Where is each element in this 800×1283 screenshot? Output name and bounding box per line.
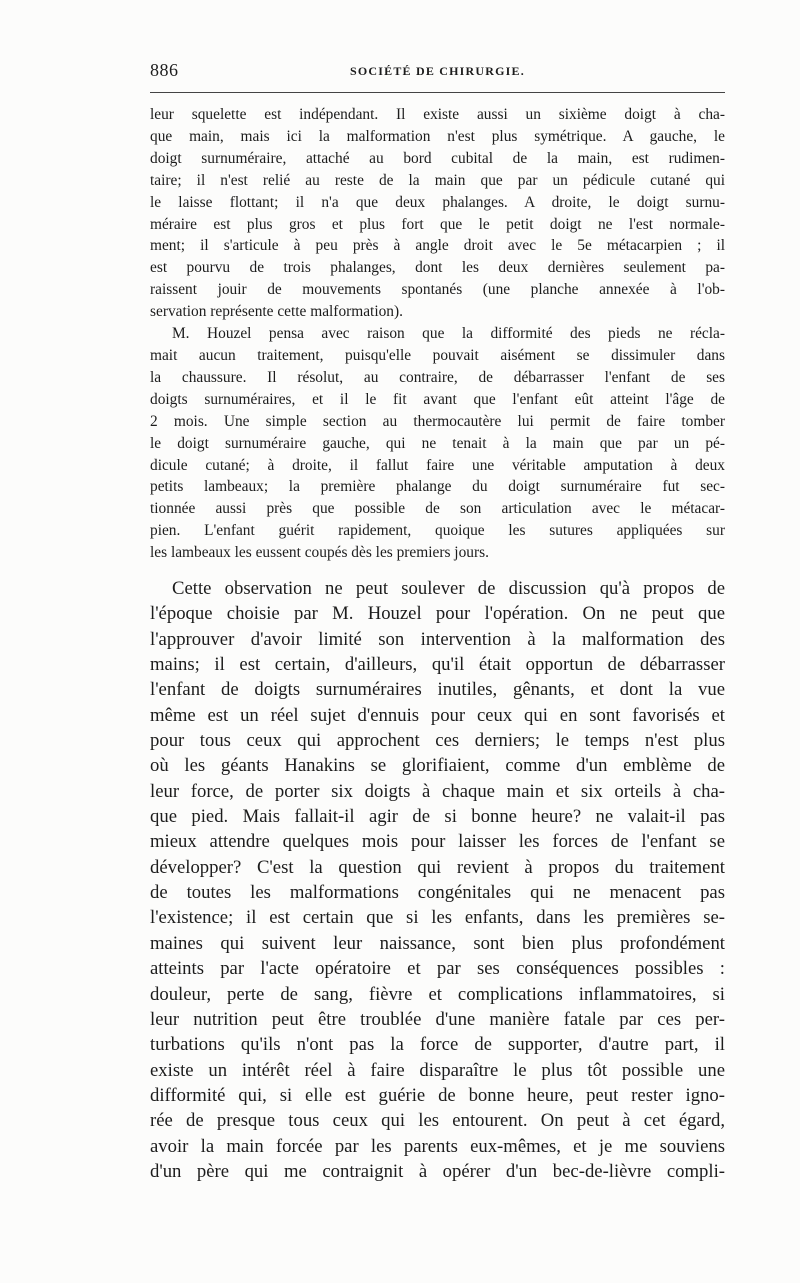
header-rule [150, 92, 725, 93]
page-header [150, 60, 725, 84]
text-line: dicule cutané; à droite, il fallut faire une véritable amputation à deux [150, 456, 725, 474]
text-line: maines qui suivent leur naissance, sont bien plus profondément [150, 932, 725, 954]
text-line: le doigt surnuméraire gauche, qui ne tenait à la main que par un pé- [150, 434, 725, 452]
text-line: turbations qu'ils n'ont pas la force de supporter, d'autre part, il [150, 1034, 725, 1056]
text-line: ment; il s'articule à peu près à angle droit avec le 5e métacarpien ; il [150, 237, 725, 255]
text-line: de toutes les malformations congénitales qui ne menacent pas [150, 882, 725, 904]
text-line: même est un réel sujet d'ennuis pour ceux qui en sont favorisés et [150, 704, 725, 726]
case-report-text [150, 104, 725, 564]
text-line: le laisse flottant; il n'a que deux phalanges. A droite, le doigt surnu- [150, 193, 725, 211]
text-line: avoir la main forcée par les parents eux-mêmes, et je me souviens [150, 1135, 725, 1157]
text-line: atteints par l'acte opératoire et par ses conséquences possibles : [150, 958, 725, 980]
text-line: mieux attendre quelques mois pour laisser les forces de l'enfant se [150, 831, 725, 853]
text-line: la chaussure. Il résolut, au contraire, de débarrasser l'enfant de ses [150, 368, 725, 386]
page-number: 886 [150, 60, 179, 80]
text-line: que pied. Mais fallait-il agir de si bonne heure? ne valait-il pas [150, 806, 725, 828]
paragraph-1 [150, 104, 725, 323]
text-line: leur squelette est indépendant. Il existe aussi un sixième doigt à cha- [150, 106, 725, 123]
running-head: SOCIÉTÉ DE CHIRURGIE. [350, 64, 525, 78]
text-line: développer? C'est la question qui revient à propos du traitement [150, 856, 725, 878]
text-line: 2 mois. Une simple section au thermocautère lui permit de faire tomber [150, 412, 725, 430]
text-line: l'enfant de doigts surnuméraires inutiles, gênants, et dont la vue [150, 679, 725, 701]
text-line: petits lambeaux; la première phalange du doigt surnuméraire fut sec- [150, 478, 725, 496]
text-line: leur nutrition peut être troublée d'une manière fatale par ces per- [150, 1008, 725, 1030]
text-line: Cette observation ne peut soulever de discussion qu'à propos de [172, 578, 725, 599]
text-line: pien. L'enfant guérit rapidement, quoique les sutures appliquées sur [150, 522, 725, 540]
paragraph-3 [150, 576, 725, 1184]
text-line: taire; il n'est relié au reste de la main que par un pédicule cutané qui [150, 171, 725, 189]
text-line: pour tous ceux qui approchent ces derniers; le temps n'est plus [150, 730, 725, 752]
text-line: doigt surnuméraire, attaché au bord cubital de la main, est rudimen- [150, 149, 725, 167]
text-line: M. Houzel pensa avec raison que la difformité des pieds ne récla- [172, 325, 725, 343]
text-line: d'un père qui me contraignit à opérer d'un bec-de-lièvre compli- [150, 1160, 725, 1182]
text-line: raissent jouir de mouvements spontanés (une planche annexée à l'ob- [150, 281, 725, 299]
text-line: l'approuver d'avoir limité son intervention à la malformation des [150, 628, 725, 650]
text-line: mait aucun traitement, puisqu'elle pouvait aisément se dissimuler dans [150, 346, 725, 364]
text-line: existe un intérêt réel à faire disparaître le plus tôt possible une [150, 1059, 725, 1081]
text-line: tionnée aussi près que possible de son articulation avec le métacar- [150, 500, 725, 518]
text-line: l'existence; il est certain que si les enfants, dans les premières se- [150, 907, 725, 929]
text-line: doigts surnuméraires, et il le fit avant que l'enfant eût atteint l'âge de [150, 390, 725, 408]
text-line: l'époque choisie par M. Houzel pour l'opération. On ne peut que [150, 603, 725, 625]
text-line: leur force, de porter six doigts à chaque main et six orteils à cha- [150, 780, 725, 802]
text-line: difformité qui, si elle est guérie de bonne heure, peut rester igno- [150, 1084, 725, 1106]
text-line: rée de presque tous ceux qui les entourent. On peut à cet égard, [150, 1110, 725, 1132]
text-line: servation représente cette malformation). [150, 303, 403, 321]
text-line: mains; il est certain, d'ailleurs, qu'il était opportun de débarrasser [150, 654, 725, 676]
text-line: douleur, perte de sang, fièvre et complications inflammatoires, si [150, 983, 725, 1005]
paragraph-2 [150, 323, 725, 564]
text-line: est pourvu de trois phalanges, dont les deux dernières seulement pa- [150, 259, 725, 277]
text-line: méraire est plus gros et plus fort que le petit doigt ne l'est normale- [150, 215, 725, 233]
text-line: où les géants Hanakins se glorifiaient, comme d'un emblème de [150, 755, 725, 777]
text-line: que main, mais ici la malformation n'est plus symétrique. A gauche, le [150, 127, 725, 145]
text-line: les lambeaux les eussent coupés dès les premiers jours. [150, 544, 489, 562]
commentary-text [150, 576, 725, 1184]
